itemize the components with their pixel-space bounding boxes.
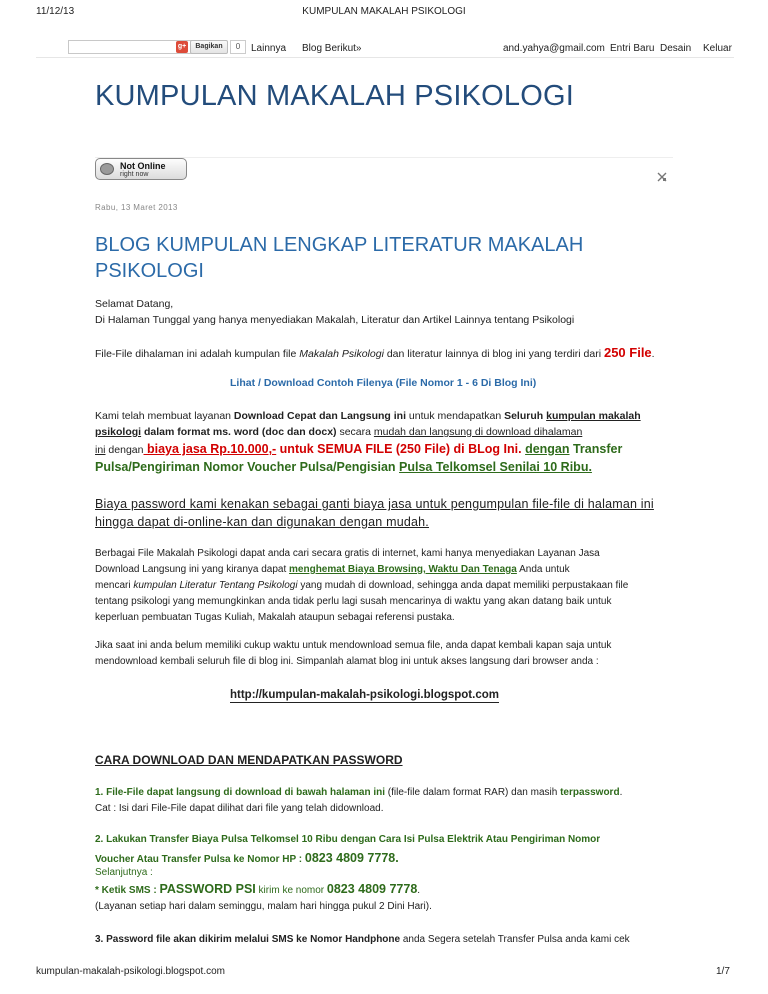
example-download-link[interactable]: Lihat / Download Contoh Filenya (File Nomor 1 - 6 Di Blog Ini): [230, 377, 537, 389]
step1-note: Cat : Isi dari File-File dapat dilihat dari file yang telah didownload.: [95, 803, 384, 814]
service-paragraph-line4: Pulsa/Pengiriman Nomor Voucher Pulsa/Pengisian Pulsa Telkomsel Senilai 10 Ribu.: [95, 460, 592, 474]
new-post-link[interactable]: Entri Baru: [610, 43, 655, 54]
status-subtext: right now: [120, 171, 149, 178]
status-dot-icon: [100, 163, 114, 175]
fee-explanation-line2: hingga dapat di-online-kan dan digunakan dengan mudah.: [95, 515, 429, 529]
post-title[interactable]: BLOG KUMPULAN LENGKAP LITERATUR MAKALAH PSIKOLOGI: [95, 234, 584, 282]
design-link[interactable]: Desain: [660, 43, 692, 54]
post-date: Rabu, 13 Maret 2013: [95, 203, 178, 212]
service-paragraph-line1: Kami telah membuat layanan Download Cepat dan Langsung ini untuk mendapatkan Seluruh kumpulan makalah: [95, 410, 641, 422]
service-paragraph-line2: psikologi dalam format ms. word (doc dan docx) secara mudah dan langsung di download dihalaman: [95, 426, 583, 438]
step3-line: 3. Password file akan dikirim melalui SMS ke Nomor Handphone anda Segera setelah Transfer Pulsa anda kami cek: [95, 934, 630, 945]
logout-link[interactable]: Keluar: [703, 43, 732, 54]
sms-instruction: * Ketik SMS : PASSWORD PSI kirim ke nomor 0823 4809 7778.: [95, 882, 421, 896]
blog-title[interactable]: KUMPULAN MAKALAH PSIKOLOGI: [95, 80, 574, 112]
welcome-text: Selamat Datang,: [95, 298, 174, 310]
footer-url: kumpulan-makalah-psikologi.blogspot.com: [36, 966, 225, 977]
search-paragraph-line2: Download Langsung ini yang kiranya dapat menghemat Biaya Browsing, Waktu Dan Tenaga Anda untuk: [95, 564, 570, 575]
next-blog-link[interactable]: Blog Berikut»: [302, 43, 362, 54]
step2-line1: 2. Lakukan Transfer Biaya Pulsa Telkomsel 10 Ribu dengan Cara Isi Pulsa Elektrik Atau Pengiriman Nomor: [95, 834, 601, 845]
intro-text: Di Halaman Tunggal yang hanya menyediakan Makalah, Literatur dan Artikel Lainnya tentang Psikologi: [95, 314, 575, 326]
search-paragraph-line5: keperluan pembuatan Tugas Kuliah, Makalah ataupun sebagai referensi pustaka.: [95, 612, 455, 623]
share-count: 0: [230, 40, 246, 54]
edit-tools-icon[interactable]: [657, 172, 667, 182]
step1-line: 1. File-File dapat langsung di download di bawah halaman ini (file-file dalam format RAR) dan masih terpassword.: [95, 787, 623, 798]
google-plus-icon[interactable]: g+: [176, 41, 188, 53]
step2-next: Selanjutnya :: [95, 867, 153, 878]
price-text: biaya jasa Rp.10.000,-: [143, 442, 277, 456]
search-paragraph-line1: Berbagai File Makalah Psikologi dapat anda cari secara gratis di internet, kami hanya menyediakan Layanan Jasa: [95, 548, 600, 559]
print-header: [0, 0, 768, 18]
revisit-paragraph-line2: mendownload kembali seluruh file di blog ini. Simpanlah alamat blog ini untuk akses langsung dari browser anda :: [95, 656, 599, 667]
status-text: Not Online: [120, 161, 166, 171]
revisit-paragraph-line1: Jika saat ini anda belum memiliki cukup waktu untuk mendownload semua file, anda dapat kembali kapan saja untuk: [95, 640, 612, 651]
search-paragraph-line3: mencari kumpulan Literatur Tentang Psikologi yang mudah di download, sehingga anda dapat memiliki perpustakaan file: [95, 580, 629, 591]
blogger-navbar: [36, 34, 734, 58]
step2-line2: Voucher Atau Transfer Pulsa ke Nomor HP : 0823 4809 7778.: [95, 851, 399, 865]
more-link[interactable]: Lainnya: [251, 43, 287, 54]
online-status-badge: [95, 158, 187, 180]
file-count: 250 File: [603, 345, 652, 360]
service-paragraph-line3: ini dengan biaya jasa Rp.10.000,- untuk SEMUA FILE (250 File) di BLog Ini. dengan Transfer: [95, 442, 623, 456]
blog-url-link[interactable]: http://kumpulan-makalah-psikologi.blogspot.com: [230, 689, 499, 701]
files-paragraph: File-File dihalaman ini adalah kumpulan file Makalah Psikologi dan literatur lainnya di blog ini yang terdiri dari 250 File.: [95, 345, 655, 360]
service-hours: (Layanan setiap hari dalam seminggu, malam hari hingga pukul 2 Dini Hari).: [95, 901, 432, 912]
print-title: KUMPULAN MAKALAH PSIKOLOGI: [302, 6, 466, 17]
fee-explanation-line1: Biaya password kami kenakan sebagai ganti biaya jasa untuk pengumpulan file-file di halaman ini: [95, 497, 654, 511]
print-date: 11/12/13: [36, 6, 75, 17]
section-heading: CARA DOWNLOAD DAN MENDAPATKAN PASSWORD: [95, 753, 403, 767]
share-button[interactable]: Bagikan: [190, 40, 228, 54]
search-paragraph-line4: tentang psikologi yang memungkinkan anda tidak perlu lagi susah mencarinya di waktu yang akan datang baik untuk: [95, 596, 612, 607]
phone-number: 0823 4809 7778.: [304, 851, 399, 865]
sms-keyword: PASSWORD PSI: [159, 882, 256, 896]
page-number: 1/7: [716, 966, 730, 977]
user-email: and.yahya@gmail.com: [503, 43, 605, 54]
